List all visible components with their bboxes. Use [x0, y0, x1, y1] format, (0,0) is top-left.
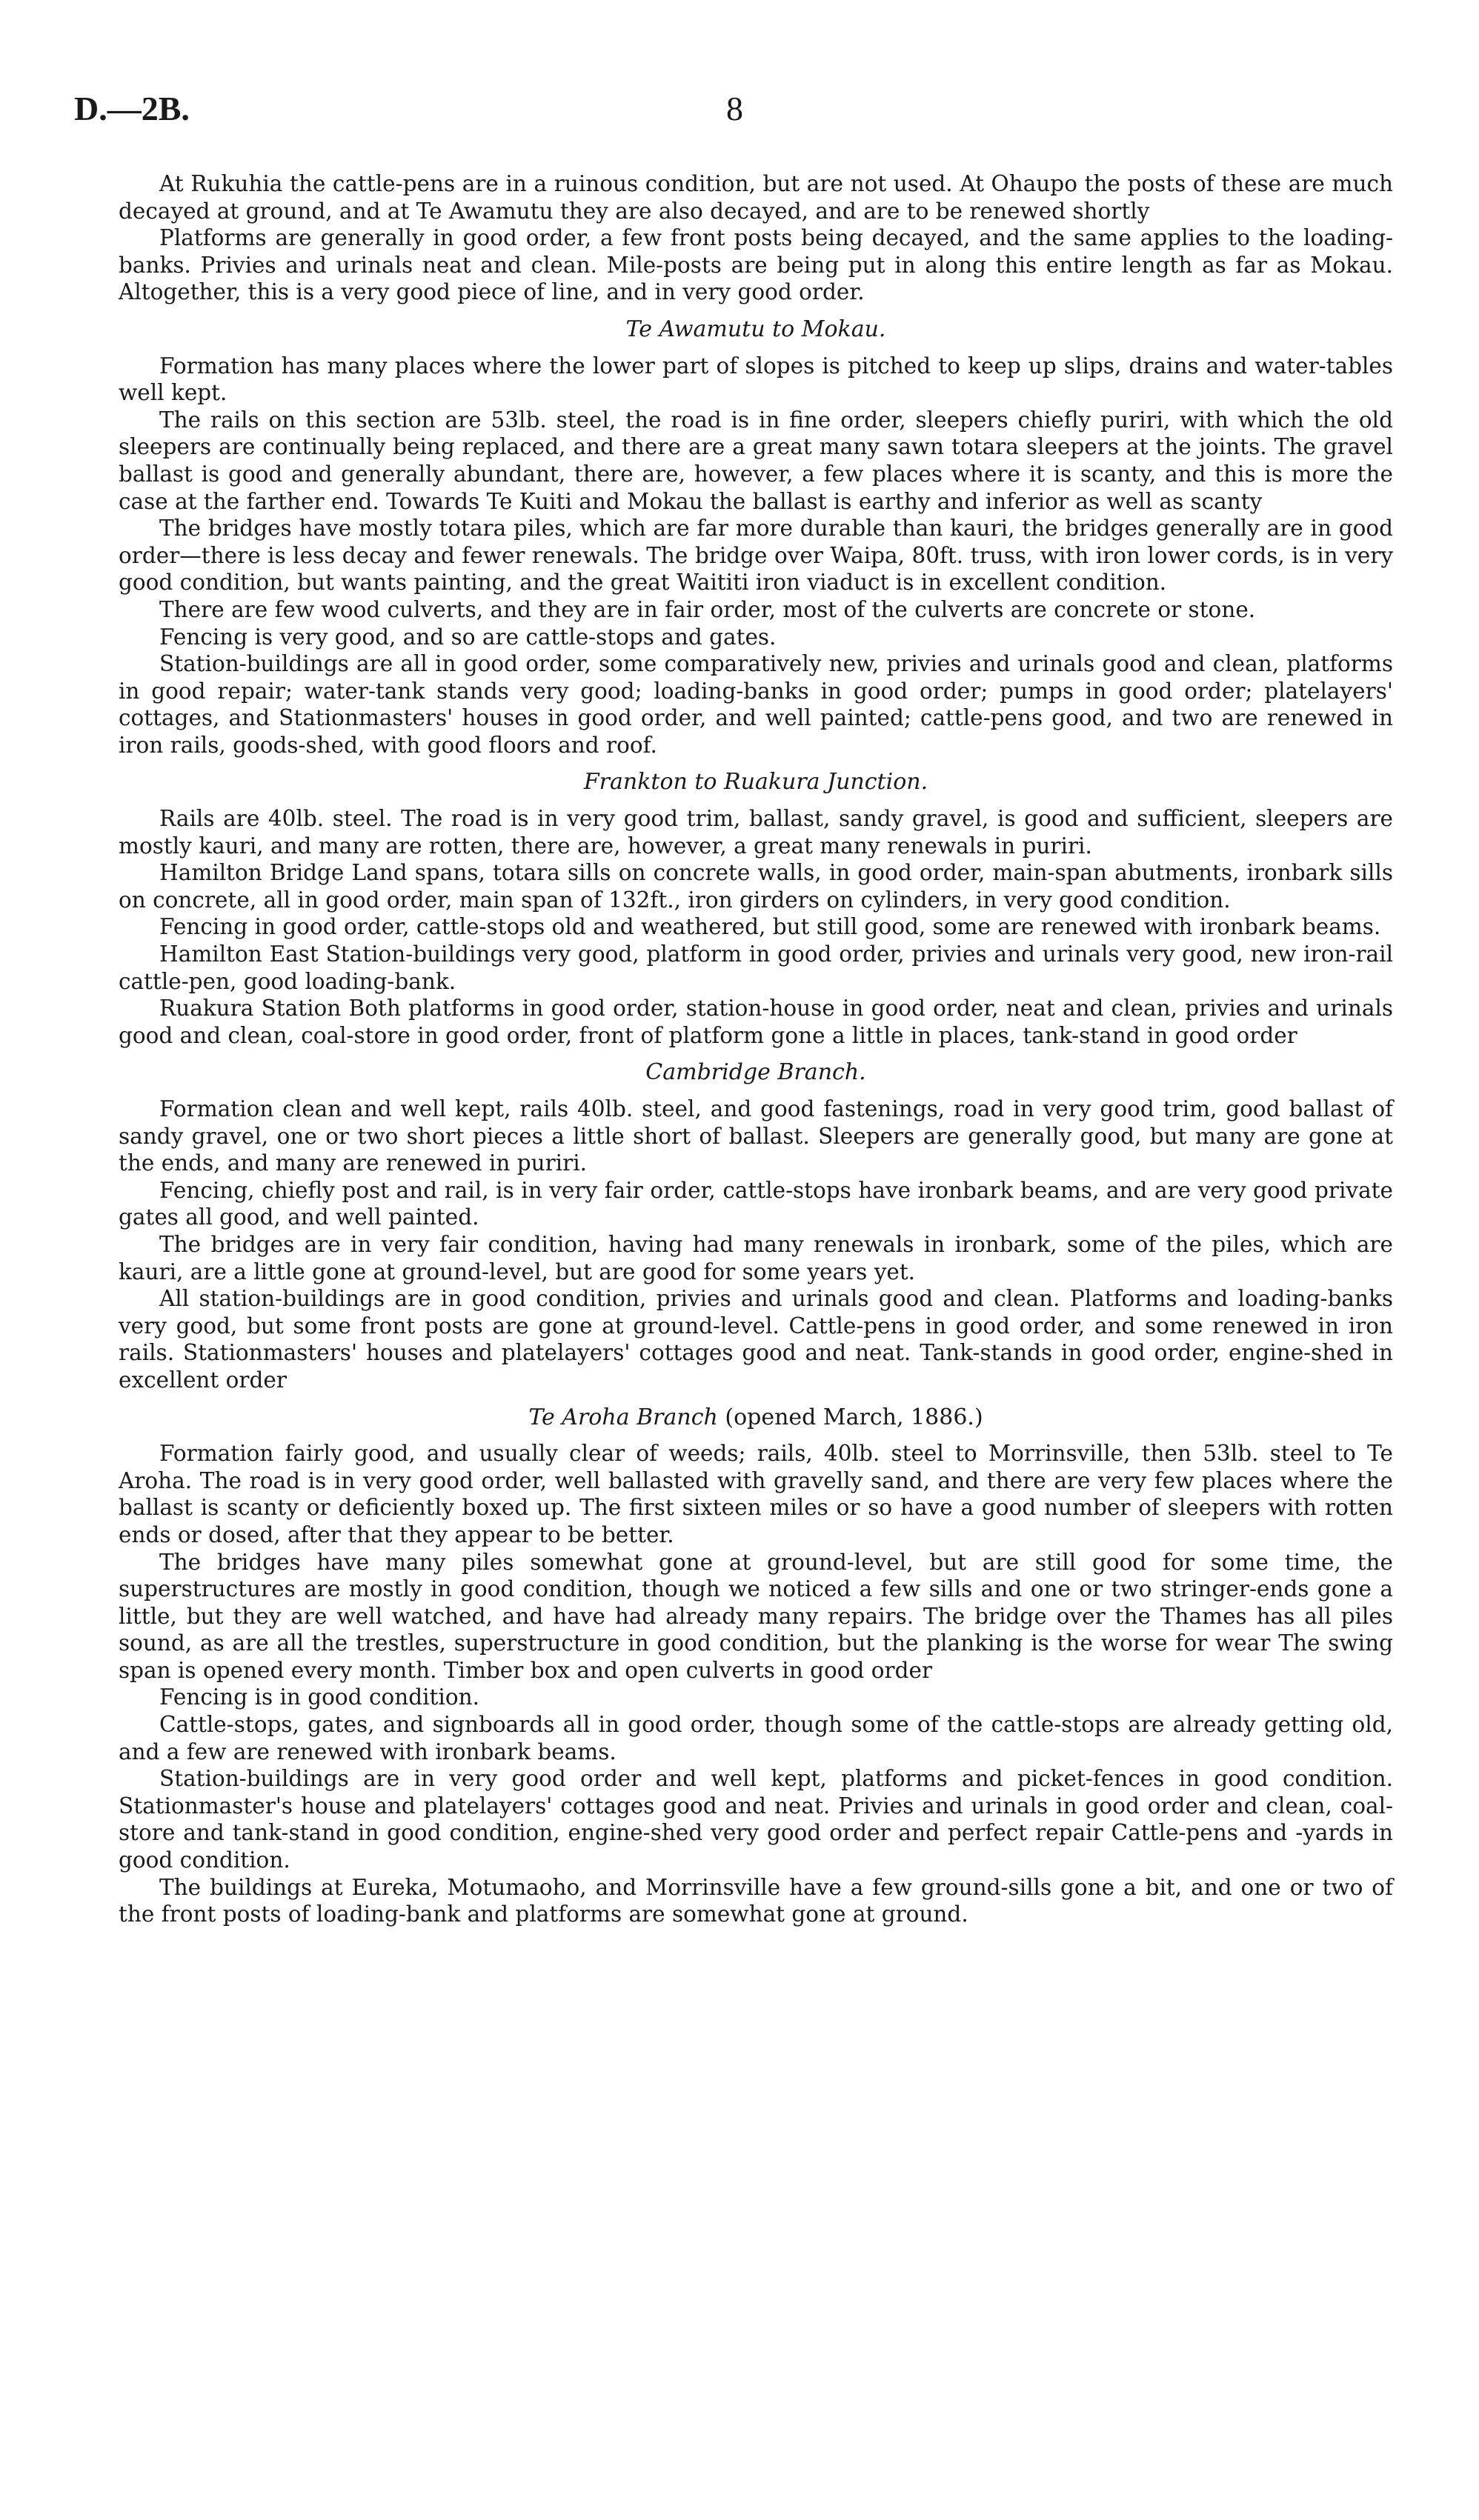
paragraph: Formation fairly good, and usually clear of weeds; rails, 40lb. steel to Morrinsville, then 53lb. steel to Te Aroha. The road is in very good order, well ballasted with gravelly sand, and there are very few places where the ballast is scanty or deficiently boxed up. The first sixteen miles or so have a good number of sleepers with rotten ends or dosed, after that they appear to be better.: [119, 1441, 1393, 1547]
section-heading-title: Te Aroha Branch: [528, 1404, 718, 1430]
paragraph: Hamilton East Station-buildings very good, platform in good order, privies and urinals very good, new iron-rail cattle-pen, good loading-bank.: [119, 941, 1393, 994]
paragraph: Hamilton Bridge Land spans, totara sills on concrete walls, in good order, main-span abutments, ironbark sills on concrete, all in good order, main span of 132ft., iron girders on cylinders, in very good condition.: [119, 860, 1393, 913]
page-header: [74, 89, 1393, 148]
paragraph: Rails are 40lb. steel. The road is in very good trim, ballast, sandy gravel, is good and sufficient, sleepers are mostly kauri, and many are rotten, there are, however, a great many renewals in puriri.: [119, 806, 1393, 859]
document-page: [74, 89, 1393, 1928]
page-body: [119, 170, 1393, 1928]
paragraph: Fencing in good order, cattle-stops old and weathered, but still good, some are renewed with ironbark beams.: [159, 914, 1381, 940]
paragraph: Formation has many places where the lower part of slopes is pitched to keep up slips, drains and water-tables well kept.: [119, 353, 1393, 406]
paragraph: Formation clean and well kept, rails 40lb. steel, and good fastenings, road in very good trim, good ballast of sandy gravel, one or two short pieces a little short of ballast. Sleepers are generally good, but many are gone at the ends, and many are renewed in puriri.: [119, 1096, 1393, 1176]
paragraph: Cattle-stops, gates, and signboards all in good order, though some of the cattle-stops are already getting old, and a few are renewed with ironbark beams.: [119, 1712, 1393, 1764]
paragraph: The buildings at Eureka, Motumaoho, and Morrinsville have a few ground-sills gone a bit, and one or two of the front posts of loading-bank and platforms are somewhat gone at ground.: [119, 1874, 1393, 1927]
paragraph: Fencing is very good, and so are cattle-stops and gates.: [159, 624, 777, 650]
section-heading-cambridge: Cambridge Branch.: [645, 1059, 866, 1086]
paragraph: The rails on this section are 53lb. steel, the road is in fine order, sleepers chiefly puriri, with which the old sleepers are continually being replaced, and there are a great many sawn totara sleepers at the joints. The gravel ballast is good and generally abundant, there are, however, a few places where it is scanty, and this is more the case at the farther end. Towards Te Kuiti and Mokau the ballast is earthy and inferior as well as scanty: [119, 407, 1393, 514]
paragraph: The bridges have mostly totara piles, which are far more durable than kauri, the bridges generally are in good order—there is less decay and fewer renewals. The bridge over Waipa, 80ft. truss, with iron lower cords, is in very good condition, but wants painting, and the great Waititi iron viaduct is in excellent condition.: [119, 516, 1393, 596]
document-reference: D.—2B.: [74, 90, 190, 127]
page-number: 8: [726, 90, 743, 127]
paragraph: Fencing is in good condition.: [159, 1684, 479, 1710]
paragraph: Fencing, chiefly post and rail, is in very fair order, cattle-stops have ironbark beams, and are very good private gates all good, and well painted.: [119, 1177, 1393, 1230]
paragraph: Ruakura Station Both platforms in good order, station-house in good order, neat and clean, privies and urinals good and clean, coal-store in good order, front of platform gone a little in places, tank-stand in good order: [119, 996, 1393, 1048]
section-heading-frankton: Frankton to Ruakura Junction.: [583, 769, 928, 796]
paragraph: The bridges are in very fair condition, having had many renewals in ironbark, some of the piles, which are kauri, are a little gone at ground-level, but are good for some years yet.: [119, 1231, 1393, 1284]
paragraph: All station-buildings are in good condition, privies and urinals good and clean. Platforms and loading-banks very good, but some front posts are gone at ground-level. Cattle-pens in good order, and some renewed in iron rails. Stationmasters' houses and platelayers' cottages good and neat. Tank-stands in good order, engine-shed in excellent order: [119, 1286, 1393, 1393]
section-heading-note: (opened March, 1886.): [725, 1404, 983, 1430]
section-heading-te-awamutu: Te Awamutu to Mokau.: [625, 316, 886, 342]
paragraph: Platforms are generally in good order, a few front posts being decayed, and the same applies to the loading-banks. Privies and urinals neat and clean. Mile-posts are being put in along this entire length as far as Mokau. Altogether, this is a very good piece of line, and in very good order.: [119, 225, 1393, 305]
paragraph: Station-buildings are all in good order, some comparatively new, privies and urinals good and clean, platforms in good repair; water-tank stands very good; loading-banks in good order; pumps in good order; platelayers' cottages, and Stationmasters' houses in good order, and well painted; cattle-pens good, and two are renewed in iron rails, goods-shed, with good floors and roof.: [119, 651, 1393, 758]
paragraph: The bridges have many piles somewhat gone at ground-level, but are still good for some time, the superstructures are mostly in good condition, though we noticed a few sills and one or two stringer-ends gone a little, but they are well watched, and have had already many repairs. The bridge over the Thames has all piles sound, as are all the trestles, superstructure in good condition, but the planking is the worse for wear The swing span is opened every month. Timber box and open culverts in good order: [119, 1549, 1393, 1683]
paragraph: At Rukuhia the cattle-pens are in a ruinous condition, but are not used. At Ohaupo the posts of these are much decayed at ground, and at Te Awamutu they are also decayed, and are to be renewed shortly: [119, 171, 1393, 224]
section-heading-te-aroha: [119, 1404, 1393, 1432]
paragraph: There are few wood culverts, and they are in fair order, most of the culverts are concrete or stone.: [159, 596, 1256, 622]
paragraph: Station-buildings are in very good order and well kept, platforms and picket-fences in good condition. Stationmaster's house and platelayers' cottages good and neat. Privies and urinals in good order and clean, coal-store and tank-stand in good condition, engine-shed very good order and perfect repair Cattle-pens and -yards in good condition.: [119, 1766, 1393, 1873]
